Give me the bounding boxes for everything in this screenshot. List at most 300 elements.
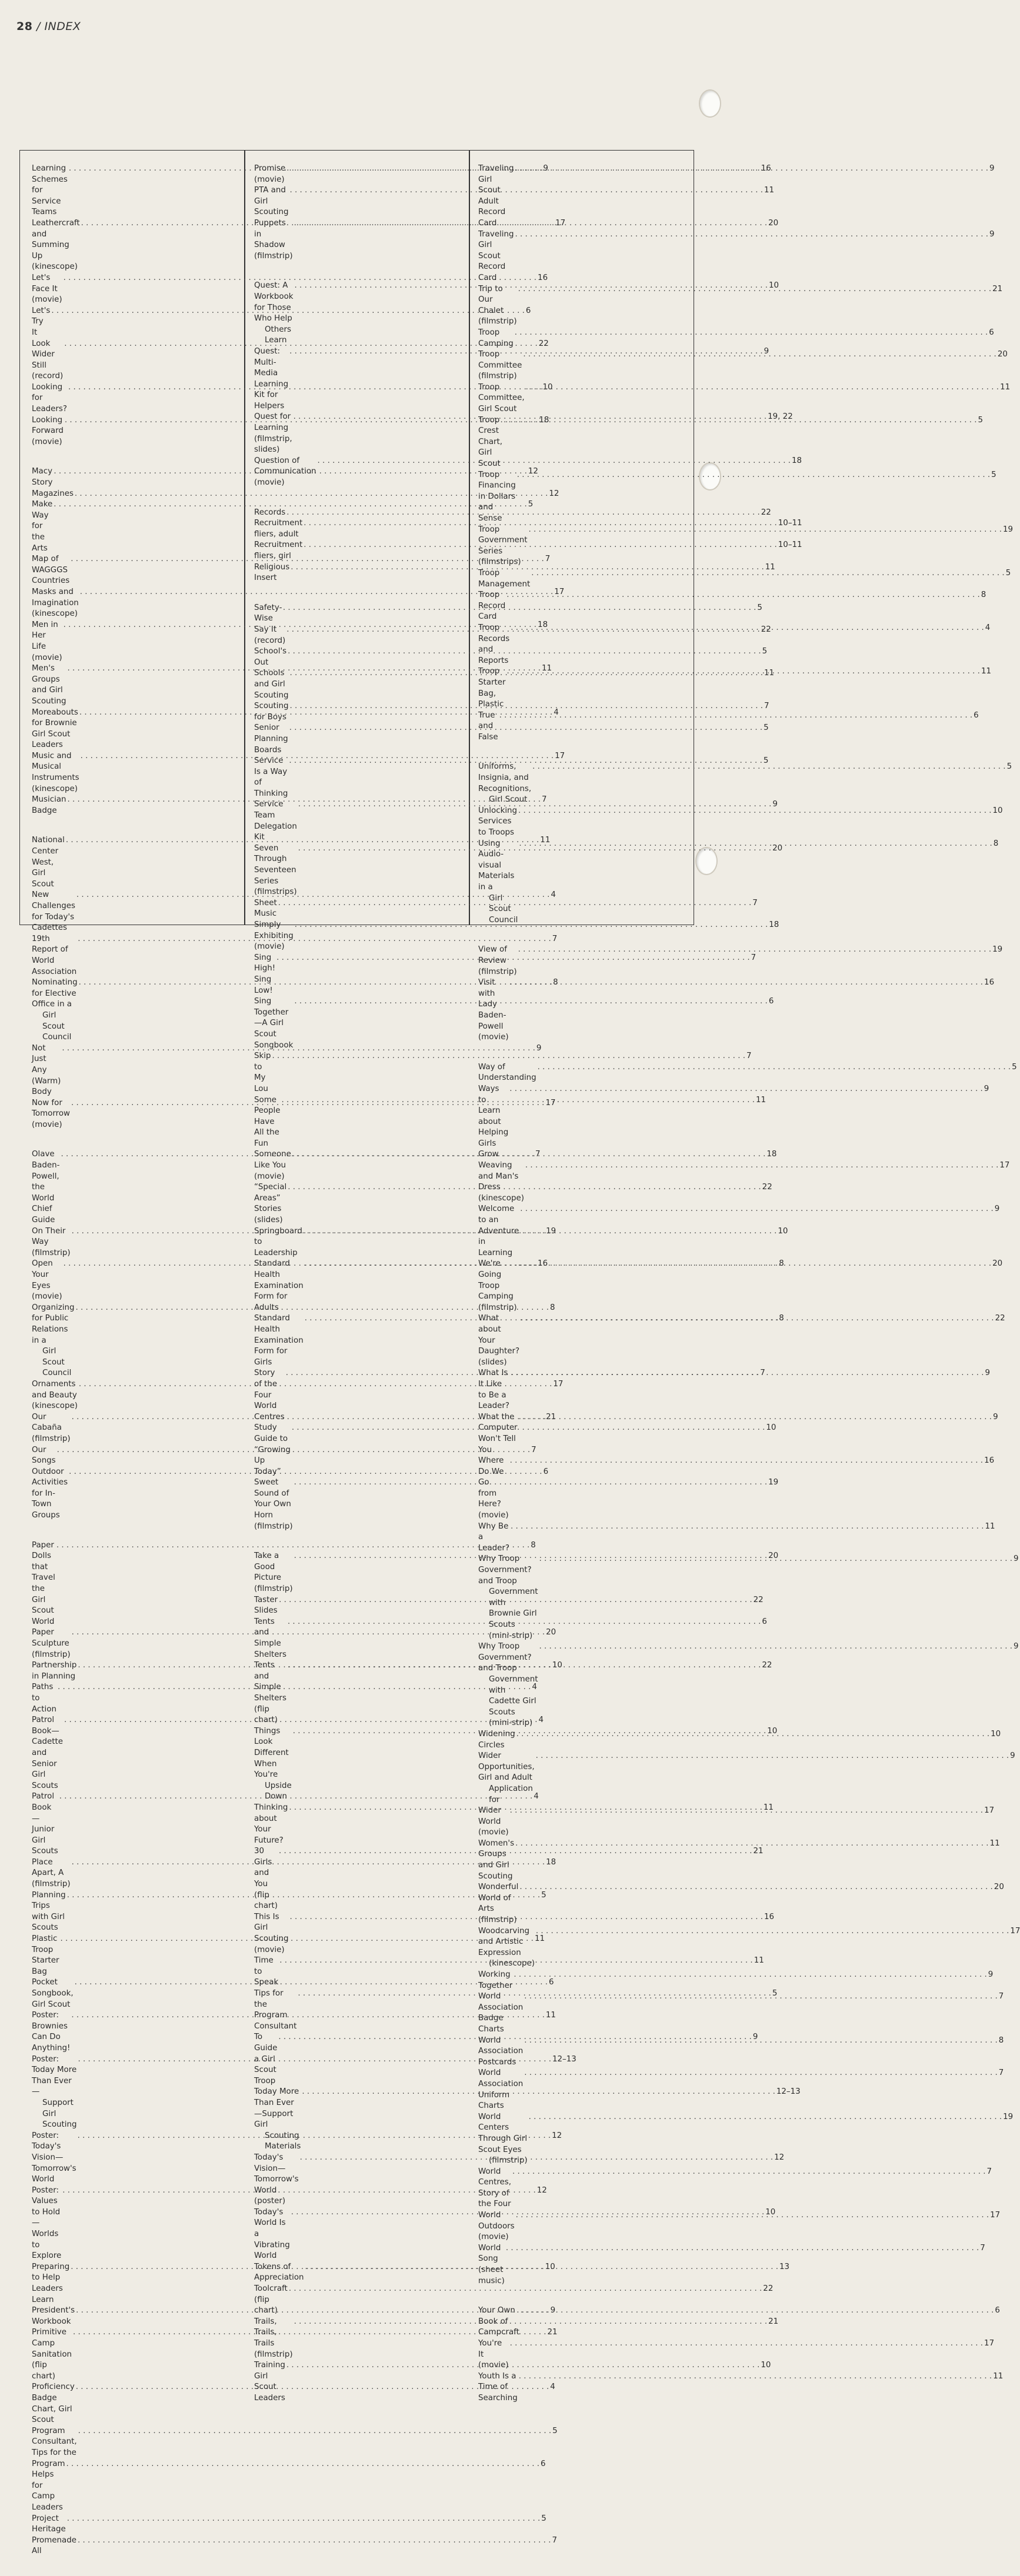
entry-title-line: Troop Record Card <box>478 590 506 622</box>
entry-page-number: 11 <box>765 562 775 572</box>
entry-title-line: Schools and Girl Scouting <box>254 669 289 700</box>
dot-leader <box>518 806 991 817</box>
entry-title-line: We're Going Troop Camping (filmstrip) <box>478 1259 517 1312</box>
index-entry <box>32 2535 557 2557</box>
entry-page-number: 17 <box>984 2339 995 2348</box>
entry-title-line: Look Wider Still (record) <box>32 339 64 381</box>
dot-leader <box>506 2243 979 2254</box>
dot-leader <box>531 568 1004 579</box>
entry-title-line: Olave Baden-Powell, the World Chief Guide <box>32 1150 60 1225</box>
entry-title-line: Primitive Camp Sanitation (flip chart) <box>32 2328 72 2381</box>
entry-page-number: 17 <box>553 1379 564 1389</box>
entry-title-line: Sweet Sound of Your Own Horn (filmstrip) <box>254 1478 293 1531</box>
entry-title-line: School's Out <box>254 647 287 667</box>
index-entry <box>478 1368 991 1412</box>
entry-page-number: 6 <box>989 328 994 337</box>
entry-page-number: 20 <box>768 218 779 228</box>
entry-title <box>32 2262 69 2305</box>
entry-page-number: 9 <box>764 346 769 356</box>
entry-title-line: Outdoor Activities for In-Town Groups <box>32 1467 68 1520</box>
entry-title-line: Troop Records and Reports <box>478 623 510 665</box>
entry-title <box>478 945 517 977</box>
entry-page-number: 21 <box>546 1412 556 1422</box>
entry-title <box>478 525 528 568</box>
entry-page-number: 17 <box>554 587 565 596</box>
entry-page-number: 6 <box>974 710 979 720</box>
index-entry <box>478 762 1012 805</box>
dot-leader <box>509 1084 982 1095</box>
index-entry <box>478 2371 1004 2404</box>
entry-page-number: 10 <box>542 382 553 392</box>
entry-page-number: 17 <box>1010 1926 1020 1936</box>
dot-leader <box>517 470 990 481</box>
entry-title-line: Our Cabaña (filmstrip) <box>32 1412 71 1443</box>
entry-page-number: 8 <box>998 2036 1004 2045</box>
entry-title-line: Poster: Brownies Can Do Anything! <box>32 2011 71 2053</box>
index-entry <box>478 2167 992 2210</box>
entry-title-line: Looking Forward (movie) <box>32 415 64 446</box>
entry-title <box>478 666 505 710</box>
entry-page-number: 12–13 <box>776 2087 801 2097</box>
entry-page-number: 12 <box>552 2131 562 2140</box>
entry-page-number: 11 <box>763 1803 774 1812</box>
entry-title-line: Promenade All <box>32 2535 76 2556</box>
entry-title-line: Troop Committee (filmstrip) <box>478 350 522 381</box>
entry-title-line: Poster: Values to Hold—Worlds to Explore <box>32 2185 62 2261</box>
entry-page-number: 11 <box>755 1095 766 1105</box>
entry-title-continuation: Others Learn <box>265 325 291 345</box>
entry-page-number: 4 <box>532 1683 537 1692</box>
entry-page-number: 9 <box>550 2306 556 2315</box>
entry-title-line: Paper Sculpture (filmstrip) <box>32 1628 71 1659</box>
entry-page-number: 5 <box>541 2514 546 2523</box>
entry-title <box>32 306 50 339</box>
entry-title-line: World Centers Through Girl Scout Eyes <box>478 2112 528 2154</box>
entry-page-number: 9 <box>1014 1642 1019 1651</box>
page-number: 28 <box>16 20 33 33</box>
entry-page-number: 5 <box>991 470 996 479</box>
entry-title-line: Men in Her Life (movie) <box>32 620 62 662</box>
entry-page-number: 18 <box>538 620 548 629</box>
entry-page-number: 8 <box>779 1314 784 1323</box>
entry-title-line: “Special Areas” Stories (slides) <box>254 1183 287 1225</box>
entry-title-line: Macy Story <box>32 467 53 488</box>
entry-title-line: Why Troop Government? and Troop <box>478 1642 532 1673</box>
entry-page-number: 5 <box>528 500 534 509</box>
entry-page-number: 10 <box>766 1423 776 1433</box>
entry-page-number: 22 <box>763 2284 774 2294</box>
entry-page-number: 5 <box>541 1890 546 1900</box>
entry-title <box>478 328 514 349</box>
entry-title-continuation: Girl Scout <box>489 795 528 805</box>
entry-page-number: 7 <box>980 2243 985 2253</box>
entry-page-number: 8 <box>553 978 558 987</box>
entry-page-number: 4 <box>550 2383 555 2392</box>
index-entry <box>254 2284 774 2317</box>
entry-page-number: 7 <box>998 2068 1004 2078</box>
entry-title <box>32 1715 63 1791</box>
entry-title-line: Troop Management <box>478 568 531 589</box>
dot-leader <box>78 2535 551 2547</box>
entry-page-number: 22 <box>761 625 771 634</box>
entry-title-line: Using Audio-visual Materials in a <box>478 839 515 892</box>
entry-page-number: 11 <box>993 2371 1004 2381</box>
entry-title-line: Uniforms, Insignia, and Recognitions, <box>478 762 532 793</box>
entry-title <box>478 1751 535 1806</box>
entry-page-number: 9 <box>993 1412 998 1422</box>
index-entry <box>32 2426 558 2459</box>
entry-page-number: 19 <box>546 1226 556 1236</box>
entry-title <box>32 1412 71 1445</box>
index-entry <box>32 2459 546 2514</box>
entry-page-number: 10 <box>992 806 1003 815</box>
entry-title-line: Simply Exhibiting (movie) <box>254 920 294 952</box>
entry-page-number: 5 <box>1012 1062 1017 1072</box>
entry-title-line: Open Your Eyes (movie) <box>32 1259 62 1302</box>
entry-page-number: 10 <box>552 1661 562 1670</box>
entry-title <box>478 977 509 1043</box>
entry-title-line: Sing High! Sing Low! <box>254 953 276 995</box>
entry-title <box>254 799 297 843</box>
entry-title <box>254 281 294 346</box>
entry-page-number: 21 <box>768 2317 779 2326</box>
entry-title-line: Today More Than Ever—Support Girl <box>254 2087 299 2130</box>
entry-page-number: 7 <box>545 555 551 564</box>
entry-page-number: 16 <box>538 273 548 282</box>
entry-page-number: 5 <box>552 2426 558 2435</box>
entry-title-line: New Challenges for Today's Cadettes <box>32 890 75 933</box>
entry-title <box>254 1660 286 1726</box>
entry-page-number: 5 <box>1006 762 1012 772</box>
dot-leader <box>67 2514 540 2525</box>
entry-title <box>478 349 522 382</box>
entry-title <box>478 762 531 805</box>
entry-title <box>254 843 297 898</box>
entry-page-number: 5 <box>772 1989 778 1998</box>
entry-title <box>32 2382 75 2425</box>
dot-leader <box>511 1368 984 1379</box>
entry-page-number: 22 <box>538 339 549 348</box>
entry-title-line: Plastic Troop Starter Bag <box>32 1934 59 1976</box>
entry-title-continuation: Application for <box>489 1784 533 1804</box>
entry-page-number: 9 <box>1014 1554 1019 1564</box>
entry-title-continuation: Girl Scout Council <box>42 1010 72 1042</box>
entry-page-number: 10 <box>545 2262 555 2271</box>
entry-title <box>478 470 516 525</box>
entry-page-number: 10 <box>778 1226 788 1236</box>
dot-leader <box>529 2112 1002 2123</box>
entry-page-number: 10 <box>765 2207 776 2217</box>
entry-page-number: 12 <box>528 467 538 476</box>
entry-title-line: Recruitment fliers, adult <box>254 519 303 539</box>
entry-page-number: 16 <box>984 1456 995 1466</box>
entry-title <box>478 1412 518 1456</box>
entry-title-line: Youth Is a Time of Searching <box>478 2371 518 2403</box>
entry-title-line: World Association Postcards <box>478 2036 524 2067</box>
entry-title <box>254 1726 292 1803</box>
entry-title <box>32 2054 77 2131</box>
entry-title-line: Quest for Learning (filmstrip, slides) <box>254 412 292 455</box>
entry-title-line: Records <box>254 508 286 517</box>
entry-title-continuation: Girl Scout Council <box>42 1347 72 1378</box>
entry-page-number: 12–13 <box>552 2054 576 2064</box>
entry-title <box>254 412 292 455</box>
entry-title-line: Now for Tomorrow (movie) <box>32 1098 70 1129</box>
entry-page-number: 22 <box>761 508 771 517</box>
entry-title <box>478 1456 509 1521</box>
entry-title <box>254 953 275 996</box>
entry-title <box>32 1098 70 1131</box>
dot-leader <box>536 1751 1009 1762</box>
entry-page-number: 18 <box>792 456 802 465</box>
entry-title <box>478 1313 519 1368</box>
entry-title <box>478 568 530 590</box>
entry-title-line: Let's Try It <box>32 306 51 337</box>
index-entry <box>478 1062 1017 1084</box>
entry-title <box>32 1445 56 1467</box>
entry-title <box>254 2284 288 2317</box>
entry-title-line: World Outdoors (movie) <box>478 2211 515 2242</box>
entry-title <box>32 1467 68 1521</box>
index-entry <box>478 666 991 710</box>
dot-leader <box>519 2371 992 2383</box>
entry-title-line: Today's Vision—Tomorrow's World (poster) <box>254 2153 299 2206</box>
dot-leader <box>506 590 979 601</box>
entry-title-line: Standard Health Examination Form for Girls <box>254 1314 304 1367</box>
index-entry <box>478 590 986 623</box>
page-header <box>16 20 81 33</box>
dot-leader <box>78 2426 551 2437</box>
entry-title <box>478 806 517 839</box>
entry-title-line: View of Review (filmstrip) <box>478 945 517 976</box>
entry-page-number: 11 <box>989 1838 1000 1848</box>
entry-title-line: Place Apart, A (filmstrip) <box>32 1857 71 1889</box>
entry-title-line: World Centres, Story of the Four <box>478 2167 512 2209</box>
entry-page-number: 18 <box>769 920 779 929</box>
entry-title <box>478 1926 535 1970</box>
entry-page-number: 10–11 <box>778 519 802 528</box>
dot-leader <box>510 1456 983 1467</box>
entry-title <box>254 2207 290 2262</box>
entry-page-number: 8 <box>981 590 986 600</box>
entry-title-line: National Center West, Girl Scout <box>32 836 65 889</box>
entry-title-line: Paper Dolls that Travel the Girl Scout World <box>32 1540 55 1626</box>
entry-title-line: Scouting for Boys <box>254 702 289 722</box>
entry-title <box>478 2338 509 2371</box>
entry-title <box>254 508 285 519</box>
entry-title <box>254 185 289 218</box>
entry-title <box>32 489 74 500</box>
entry-title <box>32 620 62 663</box>
entry-title-line: Tokens of Appreciation <box>254 2262 304 2283</box>
index-entry <box>32 489 559 500</box>
index-entry <box>32 1660 562 1682</box>
entry-title-continuation: Government with Brownie Girl Scouts <box>489 1587 538 1629</box>
entry-page-number: 17 <box>555 218 566 228</box>
entry-page-number: 20 <box>546 1628 556 1637</box>
entry-page-number: 21 <box>547 2328 558 2337</box>
entry-page-number: 10 <box>769 281 779 291</box>
entry-title-line: Organizing for Public Relations in a <box>32 1303 75 1345</box>
entry-page-number: 19, 22 <box>768 412 793 422</box>
entry-page-number: 6 <box>762 1617 767 1626</box>
entry-title-line: To Guide a Girl Scout Troop <box>254 2033 278 2086</box>
entry-title-line: Safety-Wise <box>254 603 282 623</box>
entry-title-line: This Is Girl Scouting (movie) <box>254 1912 289 1954</box>
entry-page-number: 11 <box>985 1521 995 1531</box>
entry-title <box>32 2305 75 2327</box>
entry-title-line: Wider Opportunities, Girl and Adult <box>478 1751 535 1783</box>
entry-title <box>478 1259 517 1313</box>
entry-page-number: 7 <box>535 1150 541 1159</box>
dot-leader <box>524 2068 997 2079</box>
dot-leader <box>518 284 991 295</box>
entry-title <box>254 723 288 756</box>
entry-title-continuation: Upside Down <box>265 1781 292 1801</box>
entry-title <box>478 284 517 328</box>
entry-title-line: Troop Financing in Dollars and Sense <box>478 470 516 523</box>
entry-title <box>254 1423 291 1477</box>
entry-page-number: 19 <box>768 1478 779 1487</box>
entry-title <box>254 625 285 646</box>
entry-title <box>32 218 80 273</box>
dot-leader <box>524 2036 997 2047</box>
entry-title <box>32 1890 66 1934</box>
index-entry <box>32 1445 536 1467</box>
entry-title <box>32 795 66 816</box>
entry-title-line: Troop Government Series (filmstrips) <box>478 525 528 567</box>
entry-title <box>478 1554 538 1641</box>
entry-page-number: 9 <box>772 800 778 809</box>
entry-title-line: Make Way for the Arts <box>32 500 53 553</box>
entry-title <box>478 1991 523 2035</box>
entry-title-line: Wider World (movie) <box>478 1806 509 1837</box>
dot-leader <box>519 1412 992 1423</box>
dot-leader <box>532 762 1005 773</box>
entry-title <box>32 382 67 415</box>
dot-leader <box>511 623 984 634</box>
entry-page-number: 11 <box>541 664 552 673</box>
entry-title <box>478 2371 518 2404</box>
entry-title-line: Looking for Leaders? <box>32 382 67 414</box>
entry-page-number: 19 <box>992 945 1003 955</box>
entry-title <box>478 2068 523 2111</box>
dot-leader <box>518 945 991 956</box>
dot-leader <box>516 2210 989 2221</box>
entry-title-line: Masks and Imagination (kinescope) <box>32 587 79 619</box>
entry-page-number: 7 <box>531 1445 536 1454</box>
dot-leader <box>516 1729 989 1740</box>
index-entry <box>254 163 771 185</box>
entry-title <box>478 2305 519 2338</box>
entry-title-line: Today's World Is a Vibrating World <box>254 2207 290 2261</box>
entry-page-number: 11 <box>534 1934 545 1944</box>
dot-leader <box>510 977 983 989</box>
entry-title <box>478 2036 523 2068</box>
entry-title-line: Proficiency Badge Chart, Girl Scout <box>32 2383 75 2425</box>
entry-title <box>254 1595 278 1617</box>
dot-leader <box>499 710 972 722</box>
entry-title <box>254 346 288 412</box>
entry-page-number: 18 <box>539 415 549 425</box>
entry-title-line: What Is It Like to Be a Leader? <box>478 1369 510 1411</box>
entry-page-number: 4 <box>534 1792 539 1801</box>
entry-title-continuation: Support Girl Scouting <box>42 2098 77 2130</box>
entry-page-number: 4 <box>551 890 556 900</box>
dot-leader <box>539 1641 1012 1653</box>
entry-title <box>478 1084 508 1160</box>
entry-title-line: What the Computer Won't Tell You <box>478 1412 518 1454</box>
entry-page-number: 20 <box>994 1883 1004 1892</box>
entry-title <box>254 2360 285 2404</box>
entry-title-continuation: (kinescope) <box>489 1959 535 1968</box>
entry-title-line: Troop Starter Bag, Plastic <box>478 667 506 709</box>
index-entry <box>254 518 802 540</box>
entry-page-number: 7 <box>764 702 769 711</box>
entry-title <box>32 1259 62 1302</box>
entry-title <box>254 540 302 562</box>
entry-title <box>32 2514 66 2535</box>
entry-page-number: 5 <box>763 756 769 766</box>
index-entry <box>478 945 1003 977</box>
entry-title-line: Ornaments and Beauty (kinescope) <box>32 1379 78 1411</box>
index-entry <box>478 806 1003 839</box>
entry-page-number: 11 <box>754 1956 764 1966</box>
entry-page-number: 17 <box>990 2211 1001 2220</box>
index-entry <box>478 1991 1004 2035</box>
entry-title-line: Tents and Simple Shelters (flip chart) <box>254 1661 286 1725</box>
entry-title-line: Map of WAGGGS Countries <box>32 555 70 586</box>
dot-leader <box>523 349 996 361</box>
entry-title-line: Troop Crest Chart, Girl Scout <box>478 415 503 469</box>
entry-title <box>478 1806 509 1838</box>
entry-page-number: 9 <box>752 2033 758 2042</box>
entry-page-number: 16 <box>984 978 995 987</box>
entry-title-line: Unlocking Services to Troops <box>478 806 518 837</box>
entry-title-line: Study Guide to “Growing Up Today” <box>254 1423 291 1476</box>
entry-title-line: Recruitment fliers, girl <box>254 540 303 560</box>
entry-title-line: World Association Badge Charts <box>478 1992 524 2034</box>
entry-page-number: 8 <box>531 1540 536 1550</box>
dot-leader <box>525 1160 998 1172</box>
entry-title-line: Sheet Music <box>254 898 277 919</box>
entry-title-continuation: (mini-strip) <box>489 1719 533 1728</box>
entry-page-number: 20 <box>772 843 783 853</box>
entry-title <box>478 229 514 284</box>
entry-page-number: 11 <box>1000 382 1011 392</box>
entry-title-line: President's Workbook <box>32 2306 75 2326</box>
dot-leader <box>506 666 979 678</box>
entry-page-number: 7 <box>751 953 756 962</box>
entry-title <box>478 1521 509 1554</box>
entry-page-number: 19 <box>1003 2112 1014 2121</box>
entry-page-number: 20 <box>992 1259 1003 1269</box>
entry-title-continuation: (mini-strip) <box>489 1631 533 1640</box>
entry-title-line: Time to Speak <box>254 1956 279 1987</box>
entry-page-number: 11 <box>981 667 991 676</box>
entry-page-number: 9 <box>989 229 995 239</box>
entry-title <box>32 890 75 933</box>
entry-title-line: Paths to Action <box>32 1683 56 1714</box>
entry-page-number: 22 <box>762 1661 772 1670</box>
entry-title-line: Ways to Learn about Helping Girls Grow <box>478 1084 509 1159</box>
entry-title <box>32 1627 71 1660</box>
entry-title <box>32 751 79 795</box>
entry-page-number: 11 <box>764 669 775 678</box>
dot-leader <box>512 2167 985 2178</box>
entry-title <box>32 934 76 977</box>
index-entry <box>478 2036 1004 2068</box>
